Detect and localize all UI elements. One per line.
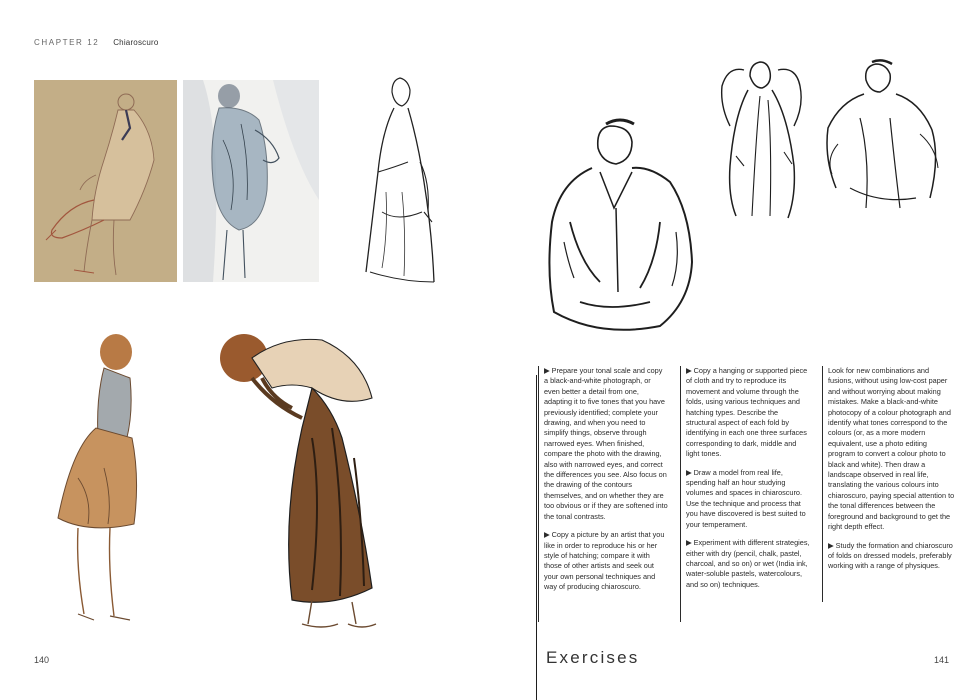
exercise-column-1 xyxy=(538,366,668,622)
exercise-paragraph: ▶ Copy a hanging or supported piece of cloth and try to reproduce its movement and volume through the folds, using various techniques and hatching types. Describe the structural aspect of each fold by identifying in each one three surfaces corresponding to dark, middle and light tones. xyxy=(686,366,808,459)
arms-raised-figure-drawing xyxy=(708,56,814,224)
exercise-column-3 xyxy=(822,366,956,602)
section-title: Exercises xyxy=(546,648,640,667)
seated-figure-drawing xyxy=(34,80,177,282)
exercise-paragraph: Look for new combinations and fusions, without using low-cost paper and without worrying about making mistakes. Make a black-and-white photocopy of a colour photograph and identify what tones correspond to the colours (or, as a more modern equivalent, use a photo editing program to convert a colour photo to black and white). Then draw a landscape observed in real life, translating the various colours into chiaroscuro, paying special attention to the tonal differences between the foreground and background to get the right depth effect. xyxy=(828,366,955,532)
exercise-paragraph: ▶ Copy a picture by an artist that you like in order to reproduce his or her style of hatching; compare it with those of other artists and seek out your own personal techniques and way of producing chiaroscuro. xyxy=(544,530,665,592)
figure-lifting-dress-drawing xyxy=(48,328,148,628)
seated-figure-brush-drawing xyxy=(540,112,710,348)
exercise-paragraph: ▶ Draw a model from real life, spending half an hour studying volumes and spaces in chiaroscuro. Use the technique and process that you have discovered is best suited to your temperament. xyxy=(686,467,806,529)
exercise-column-2 xyxy=(680,366,810,622)
exercise-paragraph: ▶ Study the formation and chiaroscuro of folds on dressed models, preferably working with a range of physiques. xyxy=(828,540,953,571)
chapter-number: CHAPTER 12 xyxy=(34,38,100,47)
standing-figure-line-drawing xyxy=(352,72,444,290)
page-number-right: 141 xyxy=(934,655,950,665)
standing-figure-back-drawing xyxy=(183,80,319,282)
bent-over-figure-drawing xyxy=(212,318,412,636)
exercise-paragraph: ▶ Experiment with different strategies, either with dry (pencil, chalk, pastel, charcoal, and so on) or wet (India ink, water-soluble pastels, watercolours, and so on) techniques. xyxy=(686,538,810,589)
draped-garment-figure-drawing xyxy=(820,58,944,218)
exercise-paragraph: ▶ Prepare your tonal scale and copy a black-and-white photograph, or even better a detail from one, adapting it to five tones that you have previously identified; complete your drawing, and when you need to simplify things, observe through narrowed eyes. When finished, compare the photo with the drawing, also with narrowed eyes, and correct the differences you see. Also focus on the drawing of the contours themselves, and on whether they are too obvious or if they are softened into the tonal contrasts. xyxy=(544,366,668,521)
section-divider-line xyxy=(536,375,537,700)
running-header xyxy=(34,38,159,47)
page-number-left: 140 xyxy=(34,655,50,665)
chapter-title: Chiaroscuro xyxy=(113,38,159,47)
